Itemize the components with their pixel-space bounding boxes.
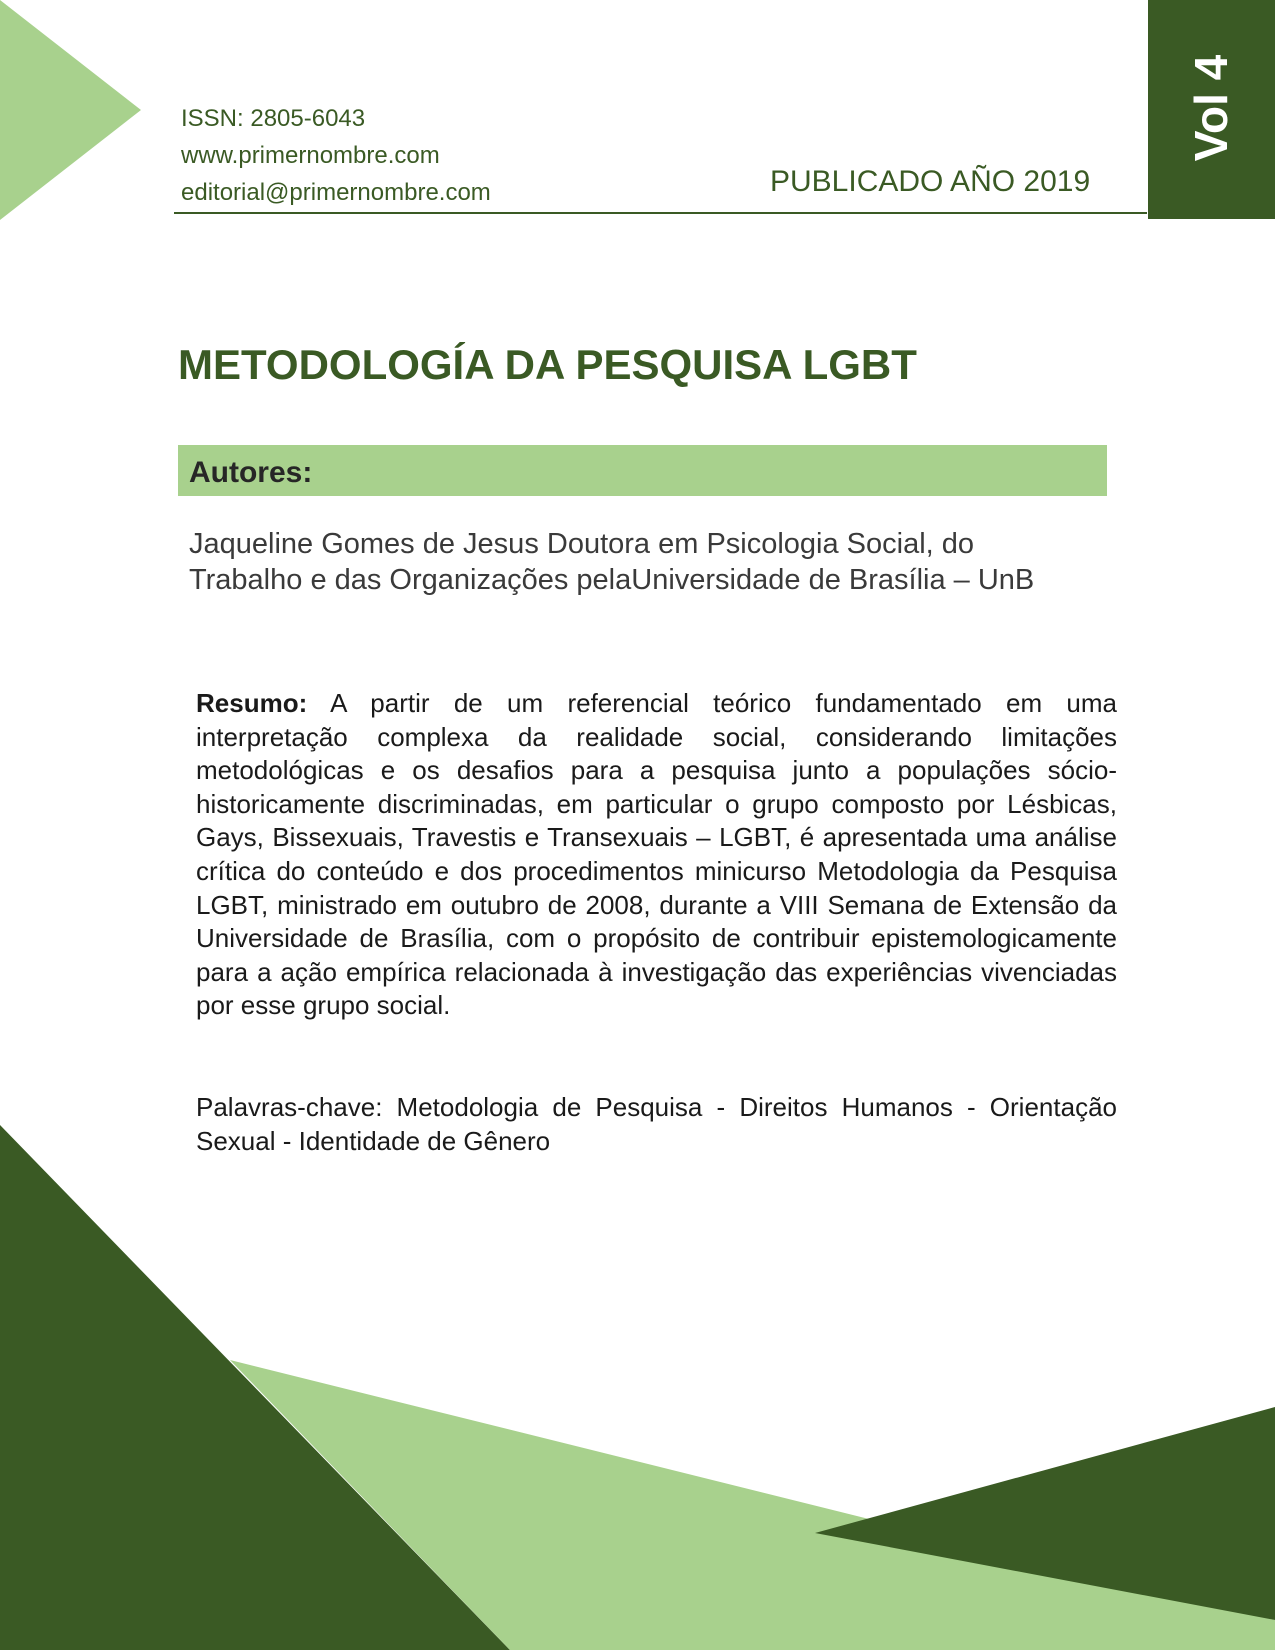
header-divider	[174, 212, 1147, 214]
keywords: Palavras-chave: Metodologia de Pesquisa - Direitos Humanos - Orientação Sexual - Identidade de Gênero	[196, 1092, 1117, 1156]
abstract-label: Resumo:	[196, 688, 308, 718]
volume-label: Vol 4	[1185, 54, 1237, 162]
authors-label: Autores:	[189, 456, 313, 489]
email-link[interactable]: editorial@primernombre.com	[181, 179, 491, 206]
journal-info	[181, 100, 491, 211]
bottom-left-dark-triangle	[0, 1125, 510, 1650]
abstract-text: A partir de um referencial teórico fundamentado em uma interpretação complexa da realidade social, considerando limitações metodológicas e os desafios para a pesquisa junto a populações sócio-historicamente discriminadas, em particular o grupo composto por Lésbicas, Gays, Bissexuais, Travestis e Transexuais – LGBT, é apresentada uma análise crítica do conteúdo e dos procedimentos minicurso Metodologia da Pesquisa LGBT, ministrado em outubro de 2008, durante a VIII Semana de Extensão da Universidade de Brasília, com o propósito de contribuir epistemologicamente para a ação empírica relacionada à investigação das experiências vivenciadas por esse grupo social.	[196, 688, 1117, 1021]
abstract	[196, 687, 1117, 1023]
website-link[interactable]: www.primernombre.com	[181, 142, 440, 169]
issn: ISSN: 2805-6043	[181, 105, 366, 132]
authors-header	[178, 445, 1107, 496]
top-left-triangle	[0, 0, 141, 220]
published-year: PUBLICADO AÑO 2019	[770, 165, 1091, 198]
article-title: METODOLOGÍA DA PESQUISA LGBT	[178, 341, 917, 388]
author-affiliation: Jaqueline Gomes de Jesus Doutora em Psicologia Social, do Trabalho e das Organizações pelaUniversidade de Brasília – UnB	[189, 528, 1035, 596]
volume-tab	[1148, 0, 1275, 219]
